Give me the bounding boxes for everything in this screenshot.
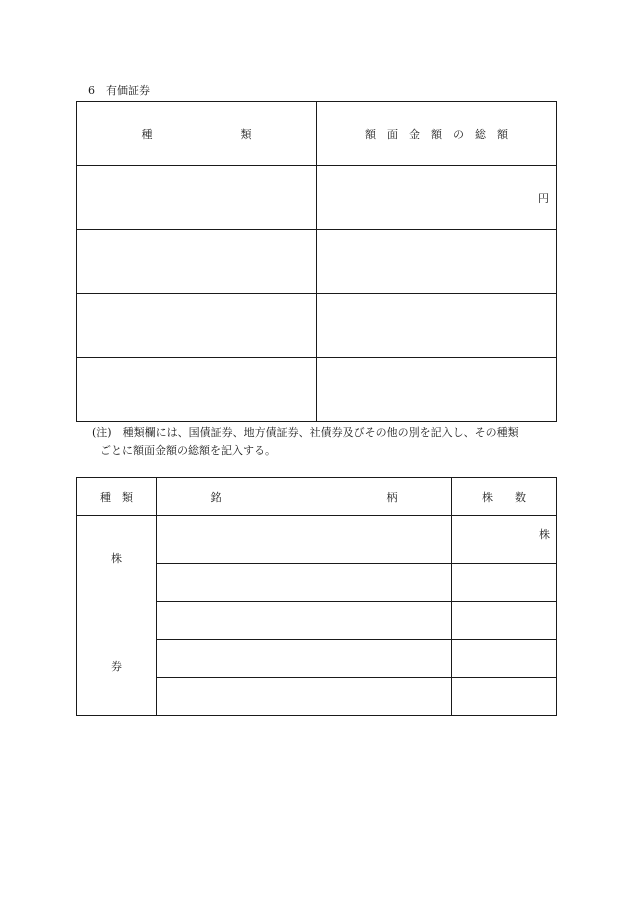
brand-cell[interactable]	[157, 640, 452, 678]
share-count-cell[interactable]	[452, 564, 557, 602]
securities-header-row	[77, 102, 557, 166]
securities-table	[76, 101, 557, 422]
securities-amount-cell[interactable]	[317, 358, 557, 422]
securities-amount-cell[interactable]	[317, 166, 557, 230]
yen-unit: 円	[538, 191, 549, 205]
header-type: 種 類	[77, 102, 317, 166]
brand-cell[interactable]	[157, 678, 452, 716]
share-count-cell[interactable]	[452, 640, 557, 678]
header-kind: 種 類	[77, 478, 157, 516]
section-title: 6 有価証券	[88, 84, 150, 97]
securities-row	[77, 166, 557, 230]
securities-row	[77, 358, 557, 422]
shares-header-row	[77, 478, 557, 516]
securities-type-cell[interactable]	[77, 230, 317, 294]
shares-table	[76, 477, 557, 716]
note	[92, 424, 562, 460]
securities-row	[77, 294, 557, 358]
shares-row	[77, 516, 557, 564]
securities-amount-cell[interactable]	[317, 230, 557, 294]
brand-cell[interactable]	[157, 516, 452, 564]
note-line-1: (注) 種類欄には、国債証券、地方債証券、社債券及びその他の別を記入し、その種類	[92, 426, 519, 439]
brand-cell[interactable]	[157, 602, 452, 640]
share-count-cell[interactable]	[452, 678, 557, 716]
share-count-cell[interactable]	[452, 516, 557, 564]
note-line-2: ごとに額面金額の総額を記入する。	[100, 444, 276, 457]
brand-cell[interactable]	[157, 564, 452, 602]
kind-cell-stock-certificate	[77, 516, 157, 716]
securities-type-cell[interactable]	[77, 166, 317, 230]
kind-label-top: 株	[111, 552, 122, 565]
share-unit: 株	[539, 528, 550, 541]
share-count-cell[interactable]	[452, 602, 557, 640]
securities-row	[77, 230, 557, 294]
header-share-count: 株 数	[452, 478, 557, 516]
securities-type-cell[interactable]	[77, 358, 317, 422]
securities-type-cell[interactable]	[77, 294, 317, 358]
kind-label-bottom: 券	[111, 660, 122, 673]
securities-amount-cell[interactable]	[317, 294, 557, 358]
header-brand: 銘 柄	[157, 478, 452, 516]
header-total-face-value: 額 面 金 額 の 総 額	[317, 102, 557, 166]
